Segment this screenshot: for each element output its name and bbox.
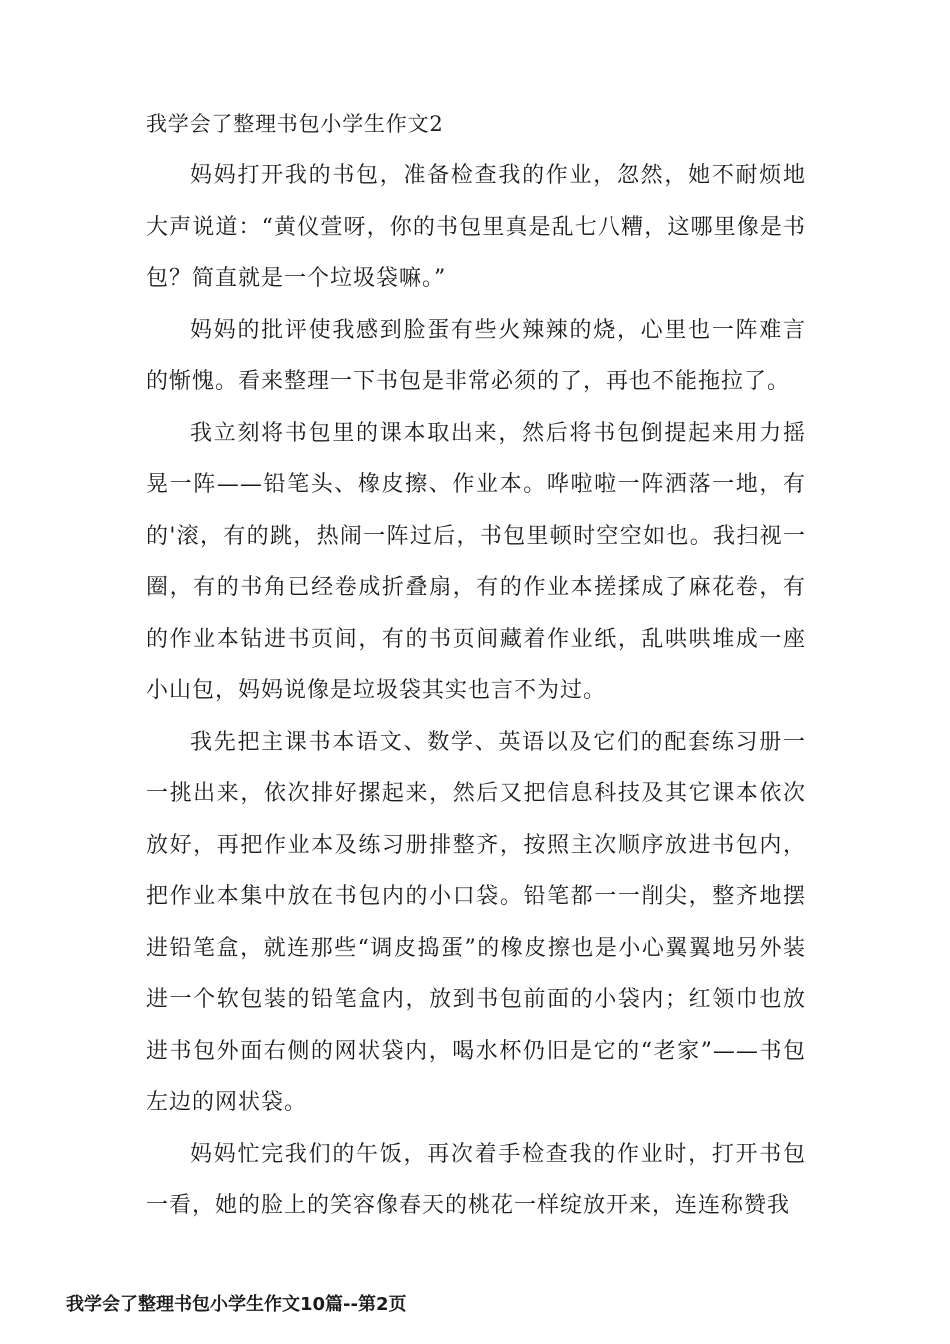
page-footer: 我学会了整理书包小学生作文10篇--第2页: [66, 1294, 407, 1315]
paragraph-5: 妈妈忙完我们的午饭，再次着手检查我的作业时，打开书包一看，她的脸上的笑容像春天的桃花一样绽放开来，连连称赞我: [146, 1141, 806, 1218]
paragraph-3: 我立刻将书包里的课本取出来，然后将书包倒提起来用力摇晃一阵——铅笔头、橡皮擦、作业本。哗啦啦一阵洒落一地，有的'滚，有的跳，热闹一阵过后，书包里顿时空空如也。我扫视一圈，有的书角已经卷成折叠扇，有的作业本搓揉成了麻花卷，有的作业本钻进书页间，有的书页间藏着作业纸，乱哄哄堆成一座小山包，妈妈说像是垃圾袋其实也言不为过。: [146, 420, 806, 703]
paragraph-4: 我先把主课书本语文、数学、英语以及它们的配套练习册一一挑出来，依次排好摞起来，然后又把信息科技及其它课本依次放好，再把作业本及练习册排整齐，按照主次顺序放进书包内，把作业本集中放在书包内的小口袋。铅笔都一一削尖，整齐地摆进铅笔盒，就连那些“调皮捣蛋”的橡皮擦也是小心翼翼地另外装进一个软包装的铅笔盒内，放到书包前面的小袋内；红领巾也放进书包外面右侧的网状袋内，喝水杯仍旧是它的“老家”——书包左边的网状袋。: [146, 729, 806, 1115]
paragraph-2: 妈妈的批评使我感到脸蛋有些火辣辣的烧，心里也一阵难言的惭愧。看来整理一下书包是非常必须的了，再也不能拖拉了。: [146, 317, 806, 394]
document-title: 我学会了整理书包小学生作文2: [146, 112, 444, 136]
paragraph-1: 妈妈打开我的书包，准备检查我的作业，忽然，她不耐烦地大声说道：“黄仪萱呀，你的书包里真是乱七八糟，这哪里像是书包？简直就是一个垃圾袋嘛。”: [146, 163, 806, 291]
document-body: [146, 150, 806, 1232]
